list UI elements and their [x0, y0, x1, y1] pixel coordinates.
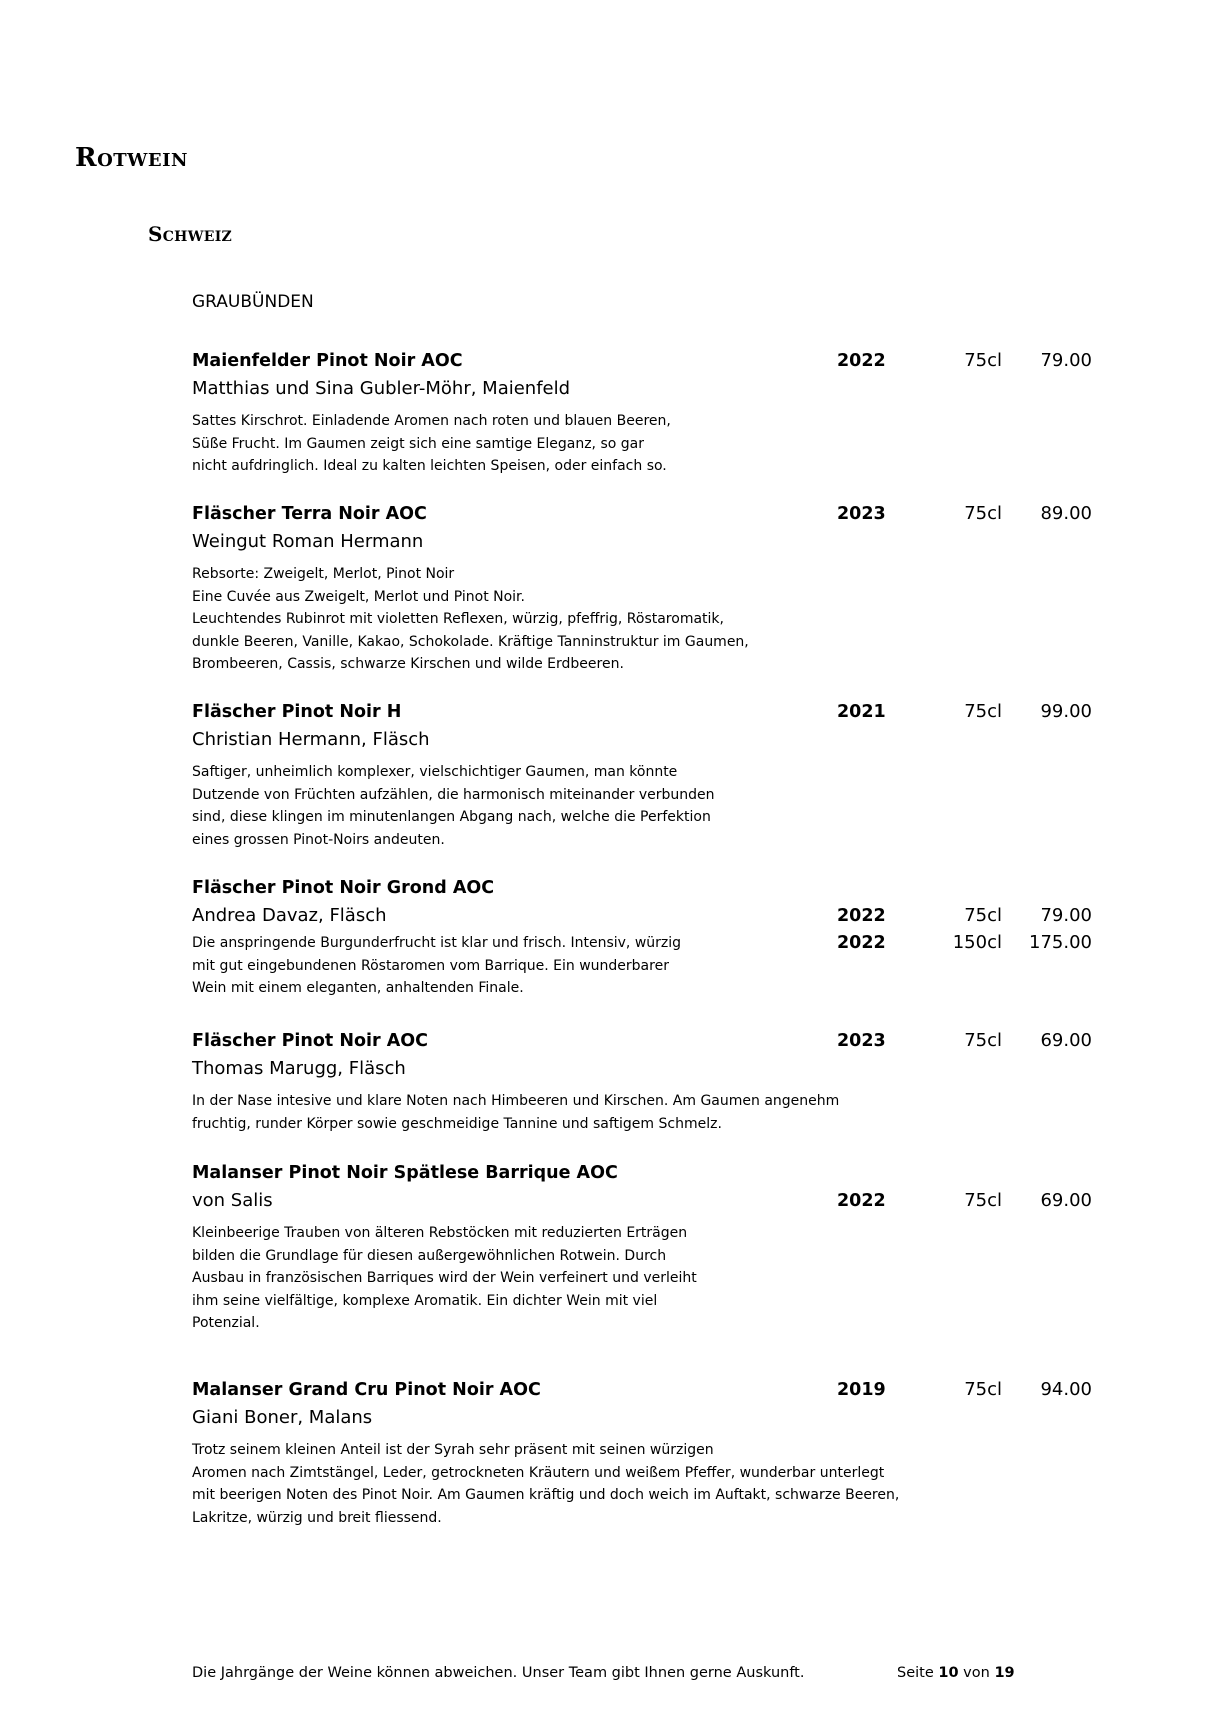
vintage: 2022 — [837, 1191, 886, 1211]
wine-description — [192, 1090, 839, 1135]
wine-name: Fläscher Terra Noir AOC — [192, 504, 427, 524]
description-line: Süße Frucht. Im Gaumen zeigt sich eine samtige Eleganz, so gar — [192, 435, 644, 452]
offer-line — [192, 348, 1092, 374]
wine-name: Malanser Pinot Noir Spätlese Barrique AOC — [192, 1163, 618, 1183]
bottle-size: 75cl — [964, 1030, 1002, 1051]
description-line: ihm seine vielfältige, komplexe Aromatik. Ein dichter Wein mit viel — [192, 1292, 658, 1309]
page-total: 19 — [994, 1665, 1015, 1681]
offer-line — [192, 1028, 1092, 1054]
vintage: 2022 — [837, 933, 886, 953]
price: 94.00 — [1040, 1379, 1092, 1400]
price: 175.00 — [1029, 932, 1092, 953]
vintage: 2023 — [837, 504, 886, 524]
region-heading: GRAUBÜNDEN — [192, 292, 314, 312]
vintage: 2022 — [837, 906, 886, 926]
wine-description — [192, 761, 715, 851]
description-line: Eine Cuvée aus Zweigelt, Merlot und Pinot Noir. — [192, 588, 525, 605]
price: 99.00 — [1040, 701, 1092, 722]
description-line: nicht aufdringlich. Ideal zu kalten leichten Speisen, oder einfach so. — [192, 458, 667, 474]
price: 79.00 — [1040, 905, 1092, 926]
page-current: 10 — [938, 1665, 959, 1681]
price: 69.00 — [1040, 1030, 1092, 1051]
description-line: Potenzial. — [192, 1315, 260, 1331]
price: 79.00 — [1040, 350, 1092, 371]
producer: Andrea Davaz, Fläsch — [192, 905, 387, 926]
description-line: bilden die Grundlage für diesen außergewöhnlichen Rotwein. Durch — [192, 1247, 667, 1264]
description-line: dunkle Beeren, Vanille, Kakao, Schokolade. Kräftige Tanninstruktur im Gaumen, — [192, 633, 749, 650]
offer-line — [192, 1188, 1092, 1214]
vintage: 2019 — [837, 1380, 886, 1400]
wine-name: Malanser Grand Cru Pinot Noir AOC — [192, 1380, 541, 1400]
description-line: mit beerigen Noten des Pinot Noir. Am Gaumen kräftig und doch weich im Auftakt, schwarze Beeren, — [192, 1487, 900, 1503]
vintage: 2023 — [837, 1031, 886, 1051]
description-line: eines grossen Pinot-Noirs andeuten. — [192, 831, 445, 848]
description-line: Dutzende von Früchten aufzählen, die harmonisch miteinander verbunden — [192, 786, 715, 803]
wine-description — [192, 563, 749, 676]
wine-description — [192, 1222, 697, 1335]
wine-name: Maienfelder Pinot Noir AOC — [192, 351, 463, 371]
bottle-size: 75cl — [964, 1379, 1002, 1400]
producer: Thomas Marugg, Fläsch — [192, 1058, 406, 1079]
section-heading: Rotwein — [75, 143, 188, 173]
page-number — [897, 1662, 1015, 1684]
description-line: In der Nase intesive und klare Noten nach Himbeeren und Kirschen. Am Gaumen angenehm — [192, 1093, 840, 1109]
description-line: Die anspringende Burgunderfrucht ist klar und frisch. Intensiv, würzig — [192, 935, 682, 951]
bottle-size: 75cl — [964, 701, 1002, 722]
bottle-size: 150cl — [952, 932, 1002, 953]
vintage: 2022 — [837, 351, 886, 371]
wine-description — [192, 1439, 899, 1529]
producer: Matthias und Sina Gubler-Möhr, Maienfeld — [192, 378, 571, 399]
vintage: 2021 — [837, 702, 886, 722]
page-separator: von — [963, 1665, 990, 1681]
producer: Weingut Roman Hermann — [192, 531, 424, 552]
bottle-size: 75cl — [964, 905, 1002, 926]
description-line: Brombeeren, Cassis, schwarze Kirschen und wilde Erdbeeren. — [192, 656, 624, 672]
wine-name: Fläscher Pinot Noir Grond AOC — [192, 878, 495, 898]
offer-line — [192, 903, 1092, 929]
description-line: Trotz seinem kleinen Anteil ist der Syrah sehr präsent mit seinen würzigen — [192, 1442, 714, 1458]
wine-name: Fläscher Pinot Noir AOC — [192, 1031, 429, 1051]
description-line: Leuchtendes Rubinrot mit violetten Reflexen, würzig, pfeffrig, Röstaromatik, — [192, 611, 724, 627]
producer: von Salis — [192, 1190, 273, 1211]
page-prefix: Seite — [897, 1665, 934, 1681]
description-line: Kleinbeerige Trauben von älteren Rebstöcken mit reduzierten Erträgen — [192, 1225, 688, 1241]
wine-description — [192, 410, 671, 478]
description-line: sind, diese klingen im minutenlangen Abgang nach, welche die Perfektion — [192, 809, 711, 825]
description-line: fruchtig, runder Körper sowie geschmeidige Tannine und saftigem Schmelz. — [192, 1115, 722, 1132]
offer-line — [192, 1377, 1092, 1403]
price: 69.00 — [1040, 1190, 1092, 1211]
wine-name: Fläscher Pinot Noir H — [192, 702, 402, 722]
description-line: Sattes Kirschrot. Einladende Aromen nach roten und blauen Beeren, — [192, 413, 671, 429]
description-line: Lakritze, würzig und breit fliessend. — [192, 1509, 442, 1526]
producer: Giani Boner, Malans — [192, 1407, 373, 1428]
footer-note: Die Jahrgänge der Weine können abweichen. Unser Team gibt Ihnen gerne Auskunft. — [192, 1665, 805, 1681]
description-line: Saftiger, unheimlich komplexer, vielschichtiger Gaumen, man könnte — [192, 764, 678, 780]
description-line: mit gut eingebundenen Röstaromen vom Barrique. Ein wunderbarer — [192, 957, 669, 974]
description-line: Rebsorte: Zweigelt, Merlot, Pinot Noir — [192, 566, 455, 582]
bottle-size: 75cl — [964, 350, 1002, 371]
wine-description — [192, 932, 681, 1000]
offer-line — [192, 501, 1092, 527]
producer: Christian Hermann, Fläsch — [192, 729, 430, 750]
description-line: Ausbau in französischen Barriques wird der Wein verfeinert und verleiht — [192, 1270, 697, 1286]
bottle-size: 75cl — [964, 503, 1002, 524]
offer-line — [192, 699, 1092, 725]
bottle-size: 75cl — [964, 1190, 1002, 1211]
description-line: Wein mit einem eleganten, anhaltenden Finale. — [192, 980, 524, 996]
country-heading: Schweiz — [148, 222, 233, 246]
description-line: Aromen nach Zimtstängel, Leder, getrockneten Kräutern und weißem Pfeffer, wunderbar unterlegt — [192, 1464, 885, 1481]
price: 89.00 — [1040, 503, 1092, 524]
